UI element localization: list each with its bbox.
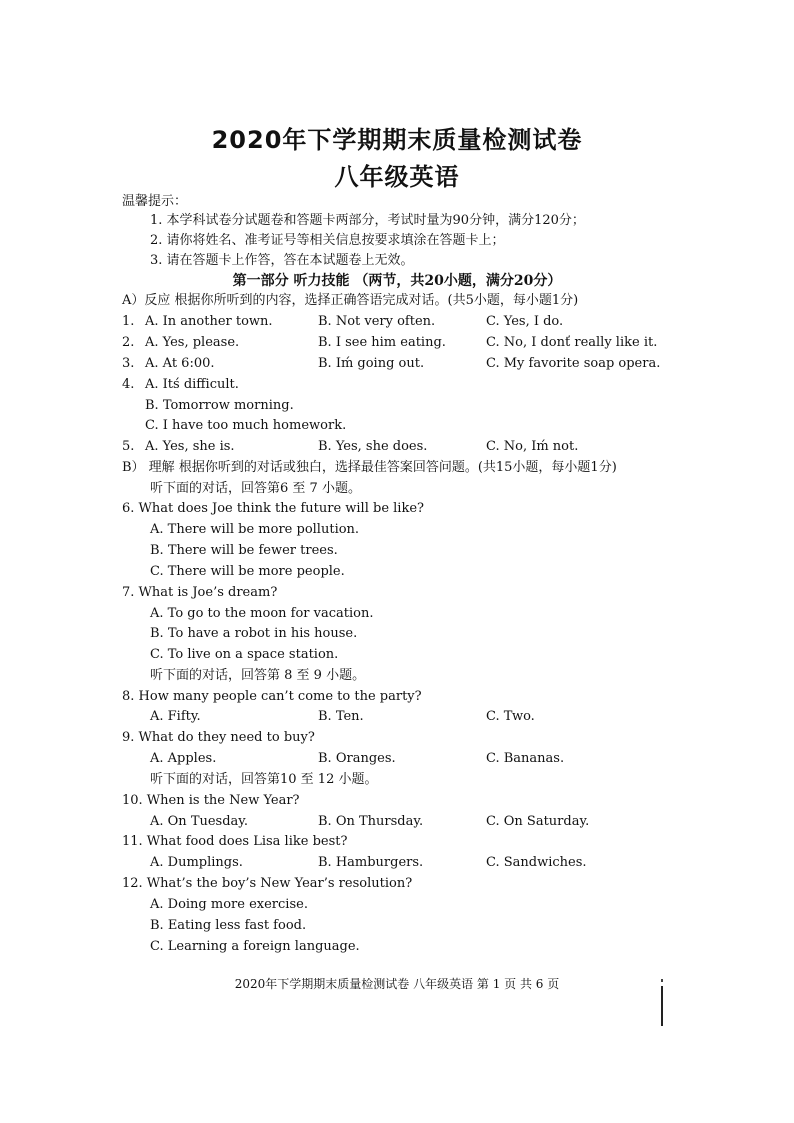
option-b: B. Ten.	[318, 709, 364, 724]
tips-label: 温馨提示：	[122, 194, 188, 209]
option-a: A. Yes, she is.	[145, 439, 235, 454]
option-c: C. There will be more people.	[150, 564, 345, 579]
option-c: C. Sandwiches.	[486, 855, 587, 870]
question-text: 6. What does Joe think the future will be like?	[122, 501, 425, 516]
option-b: B. Eating less fast food.	[150, 918, 307, 933]
tip-item: 1. 本学科试卷分试题卷和答题卡两部分，考试时量为90分钟，满分120分；	[150, 213, 585, 228]
option-b: B. Oranges.	[318, 751, 396, 766]
section-b-instruction: B） 理解 根据你听到的对话或独白，选择最佳答案回答问题。(共15小题，每小题1分)	[122, 460, 617, 475]
dialog-instruction: 听下面的对话，回答第10 至 12 小题。	[150, 772, 378, 787]
option-a: A. Yes, please.	[145, 335, 240, 350]
question-text: 9. What do they need to buy?	[122, 730, 315, 745]
question-number: 1.	[122, 314, 135, 329]
option-c: C. My favorite soap opera.	[486, 356, 661, 371]
exam-title: 2020年下学期期末质量检测试卷	[211, 126, 583, 154]
option-a: A. To go to the moon for vacation.	[150, 606, 374, 621]
exam-subtitle: 八年级英语	[334, 163, 460, 191]
option-c: C. Bananas.	[486, 751, 565, 766]
option-b: B. Hamburgers.	[318, 855, 424, 870]
question-text: 7. What is Joe’s dream?	[122, 585, 278, 600]
page-footer: 2020年下学期期末质量检测试卷 八年级英语 第 1 页 共 6 页	[234, 977, 560, 991]
option-a: A. On Tuesday.	[150, 814, 249, 829]
question-text: 10. When is the New Year?	[122, 793, 300, 808]
option-c: C. On Saturday.	[486, 814, 590, 829]
option-c: C. Learning a foreign language.	[150, 939, 360, 954]
part1-title: 第一部分 听力技能 （两节，共20小题，满分20分）	[232, 273, 562, 289]
dialog-instruction: 听下面的对话，回答第6 至 7 小题。	[150, 481, 361, 496]
option-c: C. To live on a space station.	[150, 647, 339, 662]
option-c: C. I have too much homework.	[145, 418, 347, 433]
scan-artifact	[661, 979, 663, 982]
option-a: A. Apples.	[150, 751, 217, 766]
question-number: 5.	[122, 439, 135, 454]
question-number: 2.	[122, 335, 135, 350]
question-text: 8. How many people can’t come to the party?	[122, 689, 422, 704]
tip-item: 2. 请你将姓名、准考证号等相关信息按要求填涂在答题卡上；	[150, 233, 505, 248]
dialog-instruction: 听下面的对话，回答第 8 至 9 小题。	[150, 668, 366, 683]
option-c: C. No, I donť really like it.	[486, 335, 658, 350]
option-a: A. Fifty.	[150, 709, 201, 724]
option-a: A. In another town.	[145, 314, 273, 329]
option-c: C. No, Iḿ not.	[486, 439, 579, 454]
option-c: C. Yes, I do.	[486, 314, 564, 329]
question-number: 4.	[122, 377, 135, 392]
option-c: C. Two.	[486, 709, 535, 724]
option-b: B. Not very often.	[318, 314, 436, 329]
option-b: B. Yes, she does.	[318, 439, 428, 454]
option-b: B. I see him eating.	[318, 335, 446, 350]
question-number: 3.	[122, 356, 135, 371]
tip-item: 3. 请在答题卡上作答，答在本试题卷上无效。	[150, 253, 414, 268]
option-a: A. There will be more pollution.	[150, 522, 360, 537]
option-b: B. On Thursday.	[318, 814, 424, 829]
option-a: A. At 6:00.	[145, 356, 215, 371]
option-b: B. There will be fewer trees.	[150, 543, 338, 558]
option-b: B. Iḿ going out.	[318, 356, 425, 371]
option-b: B. To have a robot in his house.	[150, 626, 358, 641]
question-text: 11. What food does Lisa like best?	[122, 834, 348, 849]
section-a-instruction: A）反应 根据你所听到的内容，选择正确答语完成对话。(共5小题，每小题1分)	[122, 293, 579, 308]
option-b: B. Tomorrow morning.	[145, 398, 294, 413]
option-a: A. Itś difficult.	[145, 377, 239, 392]
scan-artifact	[661, 986, 663, 1026]
question-text: 12. What’s the boy’s New Year’s resolution?	[122, 876, 413, 891]
option-a: A. Doing more exercise.	[150, 897, 308, 912]
option-a: A. Dumplings.	[150, 855, 243, 870]
